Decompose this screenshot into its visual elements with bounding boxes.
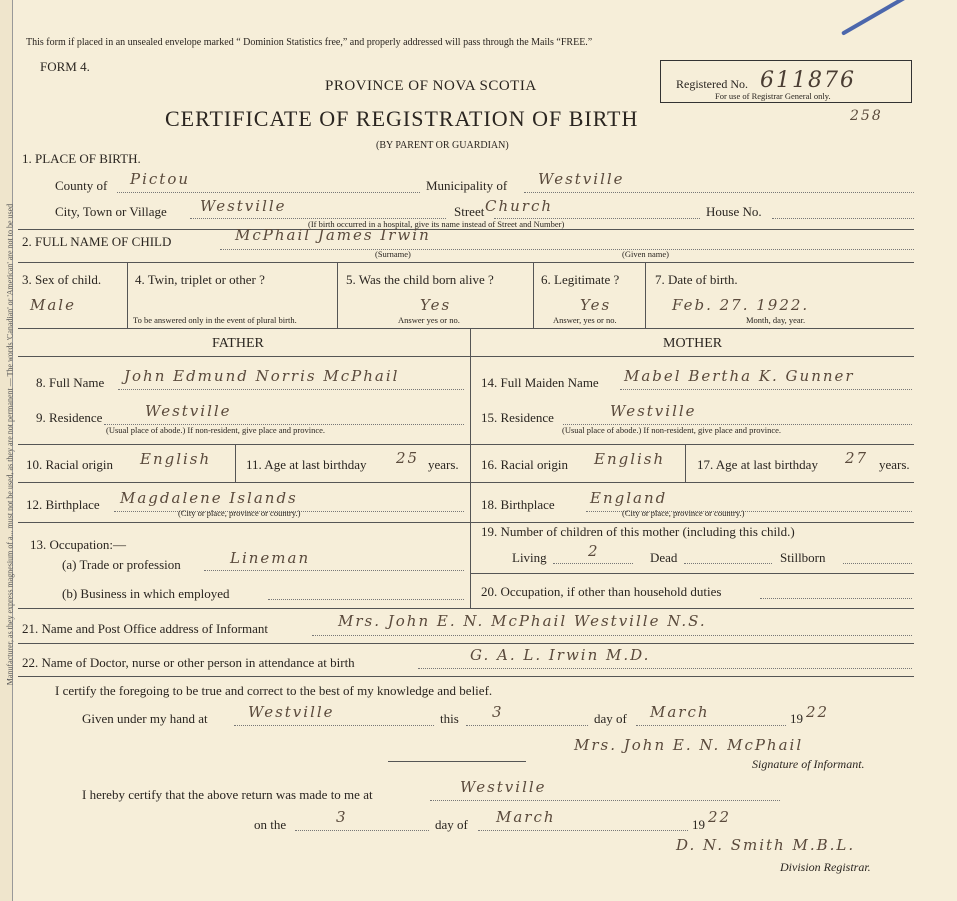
alive-note: Answer yes or no. xyxy=(398,315,460,325)
father-residence-note: (Usual place of abode.) If non-resident, give place and province. xyxy=(106,425,326,435)
sex-value: Male xyxy=(30,296,76,314)
mother-racial-value: English xyxy=(594,450,666,468)
legitimate-note: Answer, yes or no. xyxy=(553,315,617,325)
left-margin-strip xyxy=(0,0,13,901)
living-label: Living xyxy=(512,550,547,565)
province-heading: PROVINCE OF NOVA SCOTIA xyxy=(325,78,537,94)
county-label: County of xyxy=(55,178,108,193)
father-name-label: 8. Full Name xyxy=(36,375,105,390)
twin-note: To be answered only in the event of plural birth. xyxy=(133,315,297,325)
informant-signature: Mrs. John E. N. McPhail xyxy=(574,736,804,754)
mother-name-value: Mabel Bertha K. Gunner xyxy=(624,367,855,385)
registrar-day-value: 3 xyxy=(336,808,348,826)
father-years: years. xyxy=(428,457,459,472)
house-label: House No. xyxy=(706,204,762,219)
doctor-label: 22. Name of Doctor, nurse or other person in attendance at birth xyxy=(22,655,355,670)
mother-occupation-label: 20. Occupation, if other than household duties xyxy=(481,584,722,599)
business-label: (b) Business in which employed xyxy=(62,586,230,601)
children-count-label: 19. Number of children of this mother (including this child.) xyxy=(481,524,795,539)
hospital-note: (If birth occurred in a hospital, give its name instead of Street and Number) xyxy=(308,219,565,229)
trade-label: (a) Trade or profession xyxy=(62,557,181,572)
municipality-label: Municipality of xyxy=(426,178,508,193)
registrar-year-value: 22 xyxy=(708,808,732,826)
father-residence-value: Westville xyxy=(145,402,232,420)
street-label: Street xyxy=(454,204,485,219)
dob-note: Month, day, year. xyxy=(746,315,806,325)
mail-notice: This form if placed in an unsealed envelope marked “ Dominion Statistics free,” and properly addressed will pass through the Mails “FREE.” xyxy=(26,37,593,48)
registered-number: 611876 xyxy=(760,68,856,93)
stillborn-label: Stillborn xyxy=(780,550,826,565)
informant-certify-statement: I certify the foregoing to be true and correct to the best of my knowledge and belief. xyxy=(55,683,493,698)
city-value: Westville xyxy=(200,197,287,215)
given-label: Given under my hand at xyxy=(82,711,208,726)
dob-value: Feb. 27. 1922. xyxy=(672,296,810,314)
given-year-value: 22 xyxy=(806,703,830,721)
blue-pencil-mark xyxy=(841,0,921,36)
given-name-caption: (Given name) xyxy=(622,249,669,259)
father-birthplace-label: 12. Birthplace xyxy=(26,497,100,512)
county-value: Pictou xyxy=(130,170,191,188)
father-racial-value: English xyxy=(140,450,212,468)
alive-label: 5. Was the child born alive ? xyxy=(346,272,494,287)
mother-name-label: 14. Full Maiden Name xyxy=(481,375,599,390)
certificate-subtitle: (BY PARENT OR GUARDIAN) xyxy=(376,140,509,151)
mother-birthplace-note: (City or place, province or country.) xyxy=(622,508,745,518)
father-heading: FATHER xyxy=(212,336,264,351)
dead-label: Dead xyxy=(650,550,678,565)
city-label: City, Town or Village xyxy=(55,204,167,219)
place-of-birth-section: 1. PLACE OF BIRTH. xyxy=(22,151,141,166)
corner-mark: 258 xyxy=(850,108,883,124)
father-residence-label: 9. Residence xyxy=(36,410,103,425)
mother-birthplace-value: England xyxy=(590,489,668,507)
legitimate-label: 6. Legitimate ? xyxy=(541,272,620,287)
legitimate-value: Yes xyxy=(580,296,612,314)
mother-years: years. xyxy=(879,457,910,472)
father-age-value: 25 xyxy=(396,449,420,467)
twin-label: 4. Twin, triplet or other ? xyxy=(135,272,265,287)
father-age-label: 11. Age at last birthday xyxy=(246,457,367,472)
registrar-on-label: on the xyxy=(254,817,287,832)
surname-caption: (Surname) xyxy=(375,249,411,259)
father-name-value: John Edmund Norris McPhail xyxy=(124,367,400,385)
form-number: FORM 4. xyxy=(40,59,90,74)
mother-residence-note: (Usual place of abode.) If non-resident, give place and province. xyxy=(562,425,782,435)
registrar-use-note: For use of Registrar General only. xyxy=(715,91,831,101)
doctor-value: G. A. L. Irwin M.D. xyxy=(470,646,651,664)
trade-value: Lineman xyxy=(230,549,311,567)
registrar-place-value: Westville xyxy=(460,778,547,796)
municipality-value: Westville xyxy=(538,170,625,188)
alive-value: Yes xyxy=(420,296,452,314)
mother-residence-label: 15. Residence xyxy=(481,410,554,425)
registrar-signature: D. N. Smith M.B.L. xyxy=(676,836,856,854)
mother-birthplace-label: 18. Birthplace xyxy=(481,497,555,512)
father-birthplace-note: (City or place, province or country.) xyxy=(178,508,301,518)
street-value: Church xyxy=(485,197,554,215)
registered-label: Registered No. xyxy=(676,77,748,91)
mother-residence-value: Westville xyxy=(610,402,697,420)
mother-age-label: 17. Age at last birthday xyxy=(697,457,818,472)
informant-label: 21. Name and Post Office address of Informant xyxy=(22,621,268,636)
registrar-statement: I hereby certify that the above return was made to me at xyxy=(82,787,373,802)
registrar-dayof-label: day of xyxy=(435,817,468,832)
given-year-prefix: 19 xyxy=(790,711,803,726)
child-name-value: McPhail James Irwin xyxy=(235,226,431,244)
registrar-month-value: March xyxy=(496,808,556,826)
given-day-value: 3 xyxy=(492,703,504,721)
mother-racial-label: 16. Racial origin xyxy=(481,457,569,472)
dob-label: 7. Date of birth. xyxy=(655,272,738,287)
registrar-caption: Division Registrar. xyxy=(780,860,871,874)
living-value: 2 xyxy=(588,542,600,560)
father-birthplace-value: Magdalene Islands xyxy=(120,489,298,507)
registrar-year-prefix: 19 xyxy=(692,817,705,832)
sex-label: 3. Sex of child. xyxy=(22,272,102,287)
occupation-label: 13. Occupation:— xyxy=(30,537,127,552)
father-racial-label: 10. Racial origin xyxy=(26,457,114,472)
given-place-value: Westville xyxy=(248,703,335,721)
this-label: this xyxy=(440,711,459,726)
given-dayof-label: day of xyxy=(594,711,627,726)
given-month-value: March xyxy=(650,703,710,721)
certificate-title: CERTIFICATE OF REGISTRATION OF BIRTH xyxy=(165,106,639,131)
mother-heading: MOTHER xyxy=(663,336,723,351)
informant-signature-caption: Signature of Informant. xyxy=(752,757,865,771)
child-name-label: 2. FULL NAME OF CHILD xyxy=(22,234,172,249)
informant-value: Mrs. John E. N. McPhail Westville N.S. xyxy=(338,612,707,630)
mother-age-value: 27 xyxy=(845,449,869,467)
margin-instructions: Manufacturer, as they express magnesium of a... must not be used, as they are not permanent — The words 'Canadian' or 'American' are not to be used xyxy=(5,203,15,686)
